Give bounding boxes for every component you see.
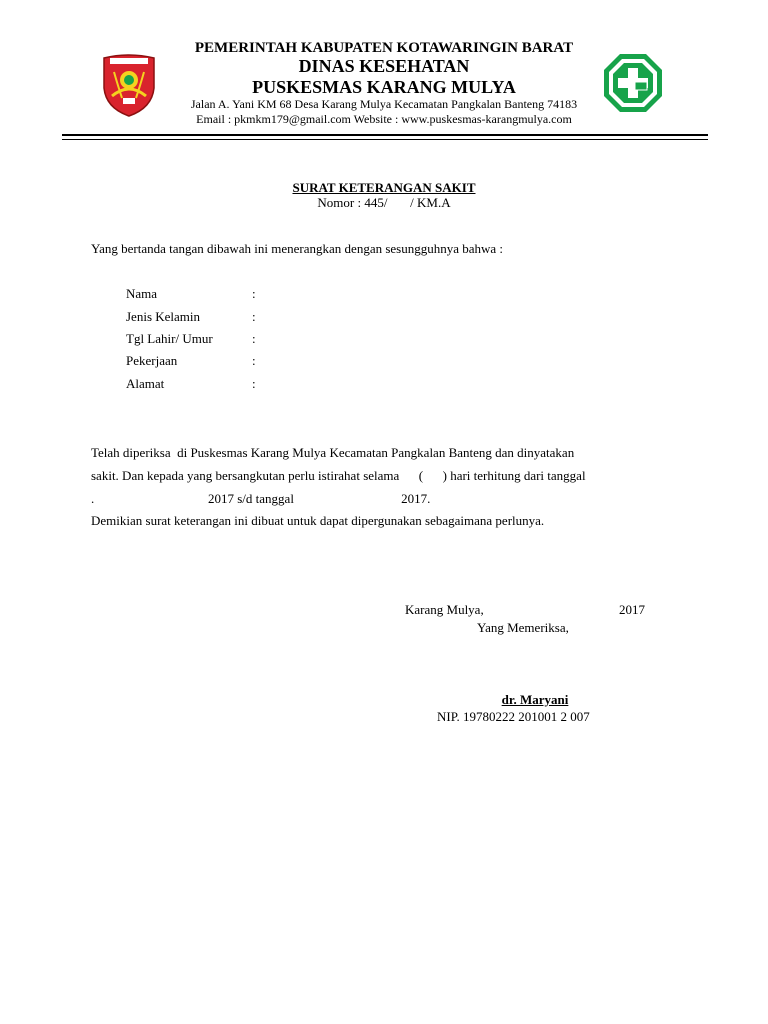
body-paragraph-line: . 2017 s/d tanggal 2017. (91, 491, 431, 506)
field-label-nama: Nama (126, 286, 158, 301)
letterhead-institution: PUSKESMAS KARANG MULYA (252, 77, 516, 97)
letterhead-address: Jalan A. Yani KM 68 Desa Karang Mulya Kecamatan Pangkalan Banteng 74183 (190, 97, 578, 111)
field-colon: : (252, 353, 256, 368)
field-label-alamat: Alamat (126, 376, 165, 391)
field-colon: : (252, 331, 256, 346)
letter-title: SURAT KETERANGAN SAKIT (292, 180, 476, 195)
field-label-jenis-kelamin: Jenis Kelamin (126, 309, 201, 324)
field-colon: : (252, 376, 256, 391)
body-paragraph-line: Telah diperiksa di Puskesmas Karang Mulya Kecamatan Pangkalan Banteng dan dinyatakan (91, 445, 575, 460)
regency-emblem-icon (100, 52, 158, 118)
letterhead-government: PEMERINTAH KABUPATEN KOTAWARINGIN BARAT (194, 40, 574, 56)
puskesmas-cross-icon (602, 52, 664, 114)
signature-place: Karang Mulya, (405, 602, 484, 617)
field-colon: : (252, 286, 256, 301)
field-label-pekerjaan: Pekerjaan (126, 353, 178, 368)
field-colon: : (252, 309, 256, 324)
body-paragraph-line: sakit. Dan kepada yang bersangkutan perlu istirahat selama ( ) hari terhitung dari tanggal (91, 468, 586, 483)
field-label-tgl-lahir: Tgl Lahir/ Umur (126, 331, 213, 346)
signature-year: 2017 (619, 602, 645, 617)
letterhead-department: DINAS KESEHATAN (298, 56, 470, 76)
signatory-name: dr. Maryani (501, 692, 569, 707)
letterhead-contact: Email : pkmkm179@gmail.com Website : www.puskesmas-karangmulya.com (196, 112, 572, 126)
header-divider-thin (62, 139, 708, 140)
intro-text: Yang bertanda tangan dibawah ini menerangkan dengan sesungguhnya bahwa : (91, 241, 504, 256)
closing-text: Demikian surat keterangan ini dibuat untuk dapat dipergunakan sebagaimana perlunya. (91, 513, 545, 528)
header-divider-thick (62, 134, 708, 136)
letter-number: Nomor : 445/ / KM.A (317, 195, 451, 210)
signature-role: Yang Memeriksa, (477, 620, 569, 635)
signatory-nip: NIP. 19780222 201001 2 007 (437, 709, 590, 724)
